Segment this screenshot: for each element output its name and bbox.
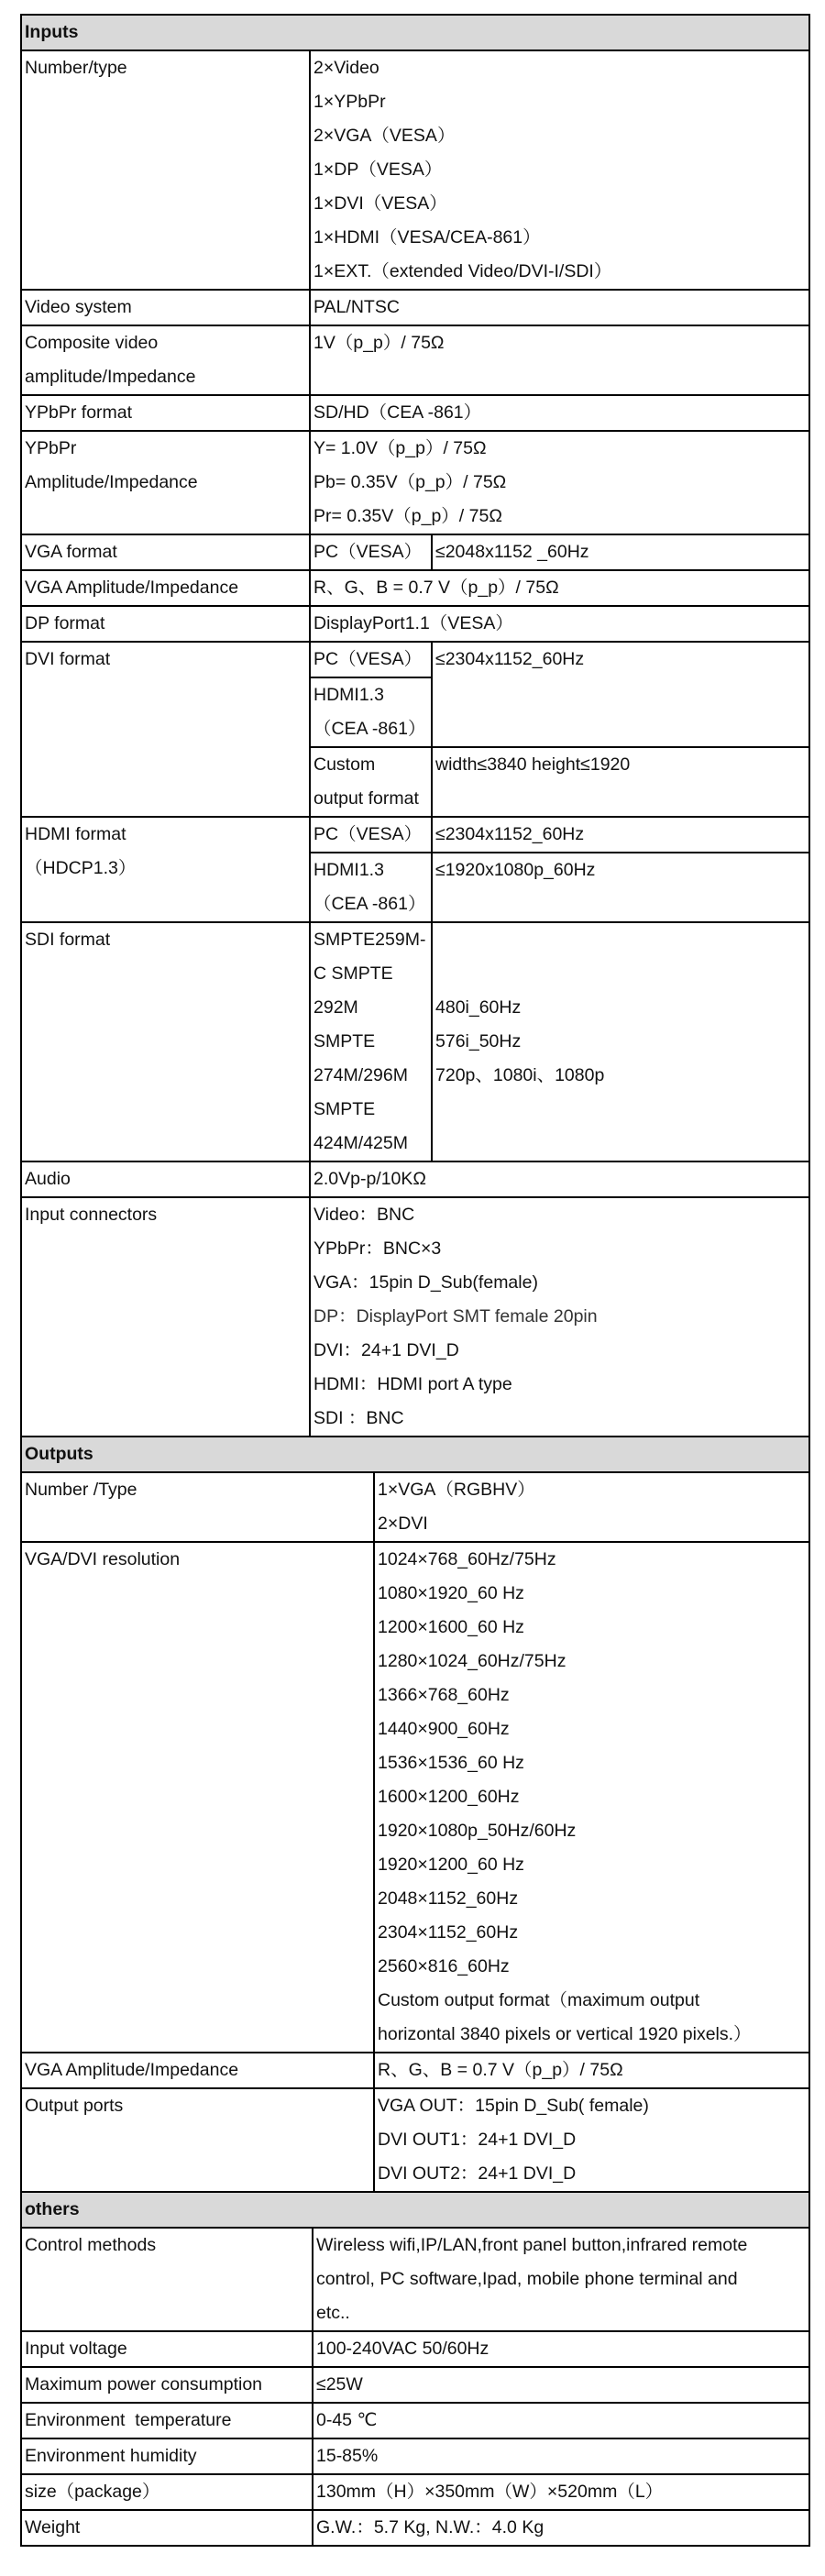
value-line: 1600×1200_60Hz [378, 1787, 520, 1807]
row-vga-format [21, 534, 809, 570]
row-hdmi-format-pc [21, 817, 809, 853]
row-composite [21, 325, 809, 395]
label-input-connectors: Input connectors [21, 1197, 310, 1437]
value-control-methods [313, 2228, 809, 2331]
value-line: Wireless wifi,IP/LAN,front panel button,infrared remote [316, 2235, 748, 2255]
row-dp-format [21, 606, 809, 642]
value-line: （CEA -861） [314, 719, 426, 739]
row-input-voltage [21, 2331, 809, 2367]
spec-sheet [20, 14, 808, 2547]
label-output-ports: Output ports [21, 2088, 374, 2192]
row-output-vga-amp [21, 2053, 809, 2088]
value-line: control, PC software,Ipad, mobile phone terminal and [316, 2269, 738, 2289]
value-line: 1200×1600_60 Hz [378, 1617, 524, 1637]
value-line: 1536×1536_60 Hz [378, 1753, 524, 1773]
row-output-ports [21, 2088, 809, 2192]
value-line: 1×YPbPr [314, 92, 386, 112]
value-line: HDMI：HDMI port A type [314, 1374, 512, 1394]
value-line: 1080×1920_60 Hz [378, 1583, 524, 1603]
value-line: 274M/296M [314, 1065, 408, 1085]
value-line: （CEA -861） [314, 894, 426, 914]
outputs-table [20, 1436, 810, 2193]
value-line: 292M [314, 997, 358, 1018]
label-line: amplitude/Impedance [25, 367, 196, 387]
value-dvi-pc-res: ≤2304x1152_60Hz [432, 642, 809, 747]
value-line: 2304×1152_60Hz [378, 1922, 519, 1943]
value-line: horizontal 3840 pixels or vertical 1920 pixels.） [378, 2024, 752, 2044]
label-line: YPbPr [25, 438, 77, 458]
row-env-temperature [21, 2403, 809, 2438]
value-dvi-custom [310, 747, 432, 817]
value-ypbpr-amp [310, 431, 809, 534]
value-line: output format [314, 788, 419, 809]
value-line: 2048×1152_60Hz [378, 1888, 519, 1909]
value-hdmi-pc-res: ≤2304x1152_60Hz [432, 817, 809, 853]
value-line: DVI：24+1 DVI_D [314, 1340, 459, 1360]
value-line: 2×Video [314, 58, 380, 78]
value-line: 1920×1080p_50Hz/60Hz [378, 1821, 577, 1841]
label-composite [21, 325, 310, 395]
value-line: SMPTE [314, 1031, 376, 1051]
row-input-connectors [21, 1197, 809, 1437]
value-weight: G.W.：5.7 Kg, N.W.：4.0 Kg [313, 2510, 809, 2546]
value-dvi-custom-res: width≤3840 height≤1920 [432, 747, 809, 817]
spec-table [20, 14, 810, 1437]
value-dp-format: DisplayPort1.1（VESA） [310, 606, 809, 642]
outputs-section-title: Outputs [21, 1437, 809, 1472]
value-env-humidity: 15-85% [313, 2438, 809, 2474]
value-audio: 2.0Vp-p/10KΩ [310, 1161, 809, 1197]
value-line: 2×DVI [378, 1514, 428, 1534]
label-weight: Weight [21, 2510, 313, 2546]
value-output-vga-amp: R、G、B = 0.7 V（p_p）/ 75Ω [374, 2053, 809, 2088]
value-line: HDMI1.3 [314, 860, 384, 880]
row-ypbpr-format [21, 395, 809, 431]
value-line: 1366×768_60Hz [378, 1685, 510, 1705]
value-line: 1920×1200_60 Hz [378, 1855, 524, 1875]
label-max-power: Maximum power consumption [21, 2367, 313, 2403]
value-output-number-type [374, 1472, 809, 1542]
value-sdi-standards [310, 922, 432, 1161]
label-vga-amp: VGA Amplitude/Impedance [21, 570, 310, 606]
label-dvi-format: DVI format [21, 642, 310, 817]
row-output-resolution [21, 1542, 809, 2053]
value-line: SDI ：BNC [314, 1408, 404, 1428]
value-line: SMPTE [314, 1099, 376, 1119]
row-control-methods [21, 2228, 809, 2331]
value-input-number-type [310, 50, 809, 290]
value-line: DVI OUT1：24+1 DVI_D [378, 2130, 577, 2150]
value-line: Y= 1.0V（p_p）/ 75Ω [314, 438, 487, 458]
label-video-system: Video system [21, 290, 310, 325]
value-line: 1×VGA（RGBHV） [378, 1480, 535, 1500]
value-package-size: 130mm（H）×350mm（W）×520mm（L） [313, 2474, 809, 2510]
value-sdi-resolutions [432, 922, 809, 1161]
value-line: 480i_60Hz [435, 997, 522, 1018]
value-line: 1×HDMI（VESA/CEA-861） [314, 227, 541, 248]
value-line: Video：BNC [314, 1205, 415, 1225]
value-line: YPbPr：BNC×3 [314, 1238, 442, 1259]
value-line: 1280×1024_60Hz/75Hz [378, 1651, 566, 1671]
value-line: DVI OUT2：24+1 DVI_D [378, 2163, 577, 2184]
label-input-voltage: Input voltage [21, 2331, 313, 2367]
label-line: Amplitude/Impedance [25, 472, 198, 492]
value-line: 1×EXT.（extended Video/DVI-I/SDI） [314, 261, 612, 281]
label-dp-format: DP format [21, 606, 310, 642]
value-dvi-pc: PC（VESA） [310, 642, 432, 677]
label-ypbpr-format: YPbPr format [21, 395, 310, 431]
row-weight [21, 2510, 809, 2546]
value-dvi-hdmi [310, 677, 432, 747]
value-line: Pb= 0.35V（p_p）/ 75Ω [314, 472, 507, 492]
value-max-power: ≤25W [313, 2367, 809, 2403]
label-ypbpr-amp [21, 431, 310, 534]
label-audio: Audio [21, 1161, 310, 1197]
value-line: DP：DisplayPort SMT female 20pin [314, 1306, 598, 1327]
value-video-system: PAL/NTSC [310, 290, 809, 325]
value-vga-format-b: ≤2048x1152 _60Hz [432, 534, 809, 570]
label-output-vga-amp: VGA Amplitude/Impedance [21, 2053, 374, 2088]
value-line: 1×DP（VESA） [314, 160, 443, 180]
value-line: 2×VGA（VESA） [314, 126, 456, 146]
value-composite: 1V（p_p）/ 75Ω [310, 325, 809, 395]
value-line: 2560×816_60Hz [378, 1956, 510, 1976]
value-line: HDMI1.3 [314, 685, 384, 705]
label-env-temperature: Environment temperature [21, 2403, 313, 2438]
value-line: etc.. [316, 2303, 350, 2323]
label-sdi-format: SDI format [21, 922, 310, 1161]
value-line: 576i_50Hz [435, 1031, 522, 1051]
value-line: 1024×768_60Hz/75Hz [378, 1549, 556, 1569]
value-line: SMPTE259M- [314, 930, 426, 950]
value-ypbpr-format: SD/HD（CEA -861） [310, 395, 809, 431]
row-vga-amp [21, 570, 809, 606]
value-output-resolution [374, 1542, 809, 2053]
value-env-temperature: 0-45 ℃ [313, 2403, 809, 2438]
value-line: VGA：15pin D_Sub(female) [314, 1272, 538, 1293]
value-line: 1×DVI（VESA） [314, 193, 447, 214]
label-line: Composite video [25, 333, 159, 353]
value-line: 424M/425M [314, 1133, 408, 1153]
value-line: VGA OUT：15pin D_Sub( female) [378, 2096, 649, 2116]
row-env-humidity [21, 2438, 809, 2474]
label-env-humidity: Environment humidity [21, 2438, 313, 2474]
label-vga-format: VGA format [21, 534, 310, 570]
inputs-section-title: Inputs [21, 15, 809, 50]
value-hdmi-pc: PC（VESA） [310, 817, 432, 853]
row-ypbpr-amp [21, 431, 809, 534]
value-vga-format-a: PC（VESA） [310, 534, 432, 570]
value-line: 1440×900_60Hz [378, 1719, 510, 1739]
value-hdmi-hdmi-res: ≤1920x1080p_60Hz [432, 853, 809, 922]
label-line: HDMI format [25, 824, 126, 844]
inputs-header-row [21, 15, 809, 50]
row-sdi-format [21, 922, 809, 1161]
row-audio [21, 1161, 809, 1197]
label-output-resolution: VGA/DVI resolution [21, 1542, 374, 2053]
others-section-title: others [21, 2192, 809, 2228]
label-control-methods: Control methods [21, 2228, 313, 2331]
row-video-system [21, 290, 809, 325]
value-input-voltage: 100-240VAC 50/60Hz [313, 2331, 809, 2367]
value-line: Pr= 0.35V（p_p）/ 75Ω [314, 506, 502, 526]
row-package-size [21, 2474, 809, 2510]
label-hdmi-format [21, 817, 310, 922]
value-hdmi-hdmi [310, 853, 432, 922]
others-header-row [21, 2192, 809, 2228]
value-output-ports [374, 2088, 809, 2192]
value-input-connectors [310, 1197, 809, 1437]
value-line: Custom output format（maximum output [378, 1990, 700, 2010]
value-line: C SMPTE [314, 963, 393, 984]
label-line: （HDCP1.3） [25, 858, 137, 878]
outputs-header-row [21, 1437, 809, 1472]
value-line: 720p、1080i、1080p [435, 1065, 605, 1085]
label-input-number-type: Number/type [21, 50, 310, 290]
row-max-power [21, 2367, 809, 2403]
row-output-number-type [21, 1472, 809, 1542]
value-line: Custom [314, 754, 376, 775]
row-dvi-format-pc [21, 642, 809, 677]
label-output-number-type: Number /Type [21, 1472, 374, 1542]
value-vga-amp: R、G、B = 0.7 V（p_p）/ 75Ω [310, 570, 809, 606]
label-package-size: size（package） [21, 2474, 313, 2510]
others-table [20, 2191, 810, 2547]
row-input-number-type [21, 50, 809, 290]
